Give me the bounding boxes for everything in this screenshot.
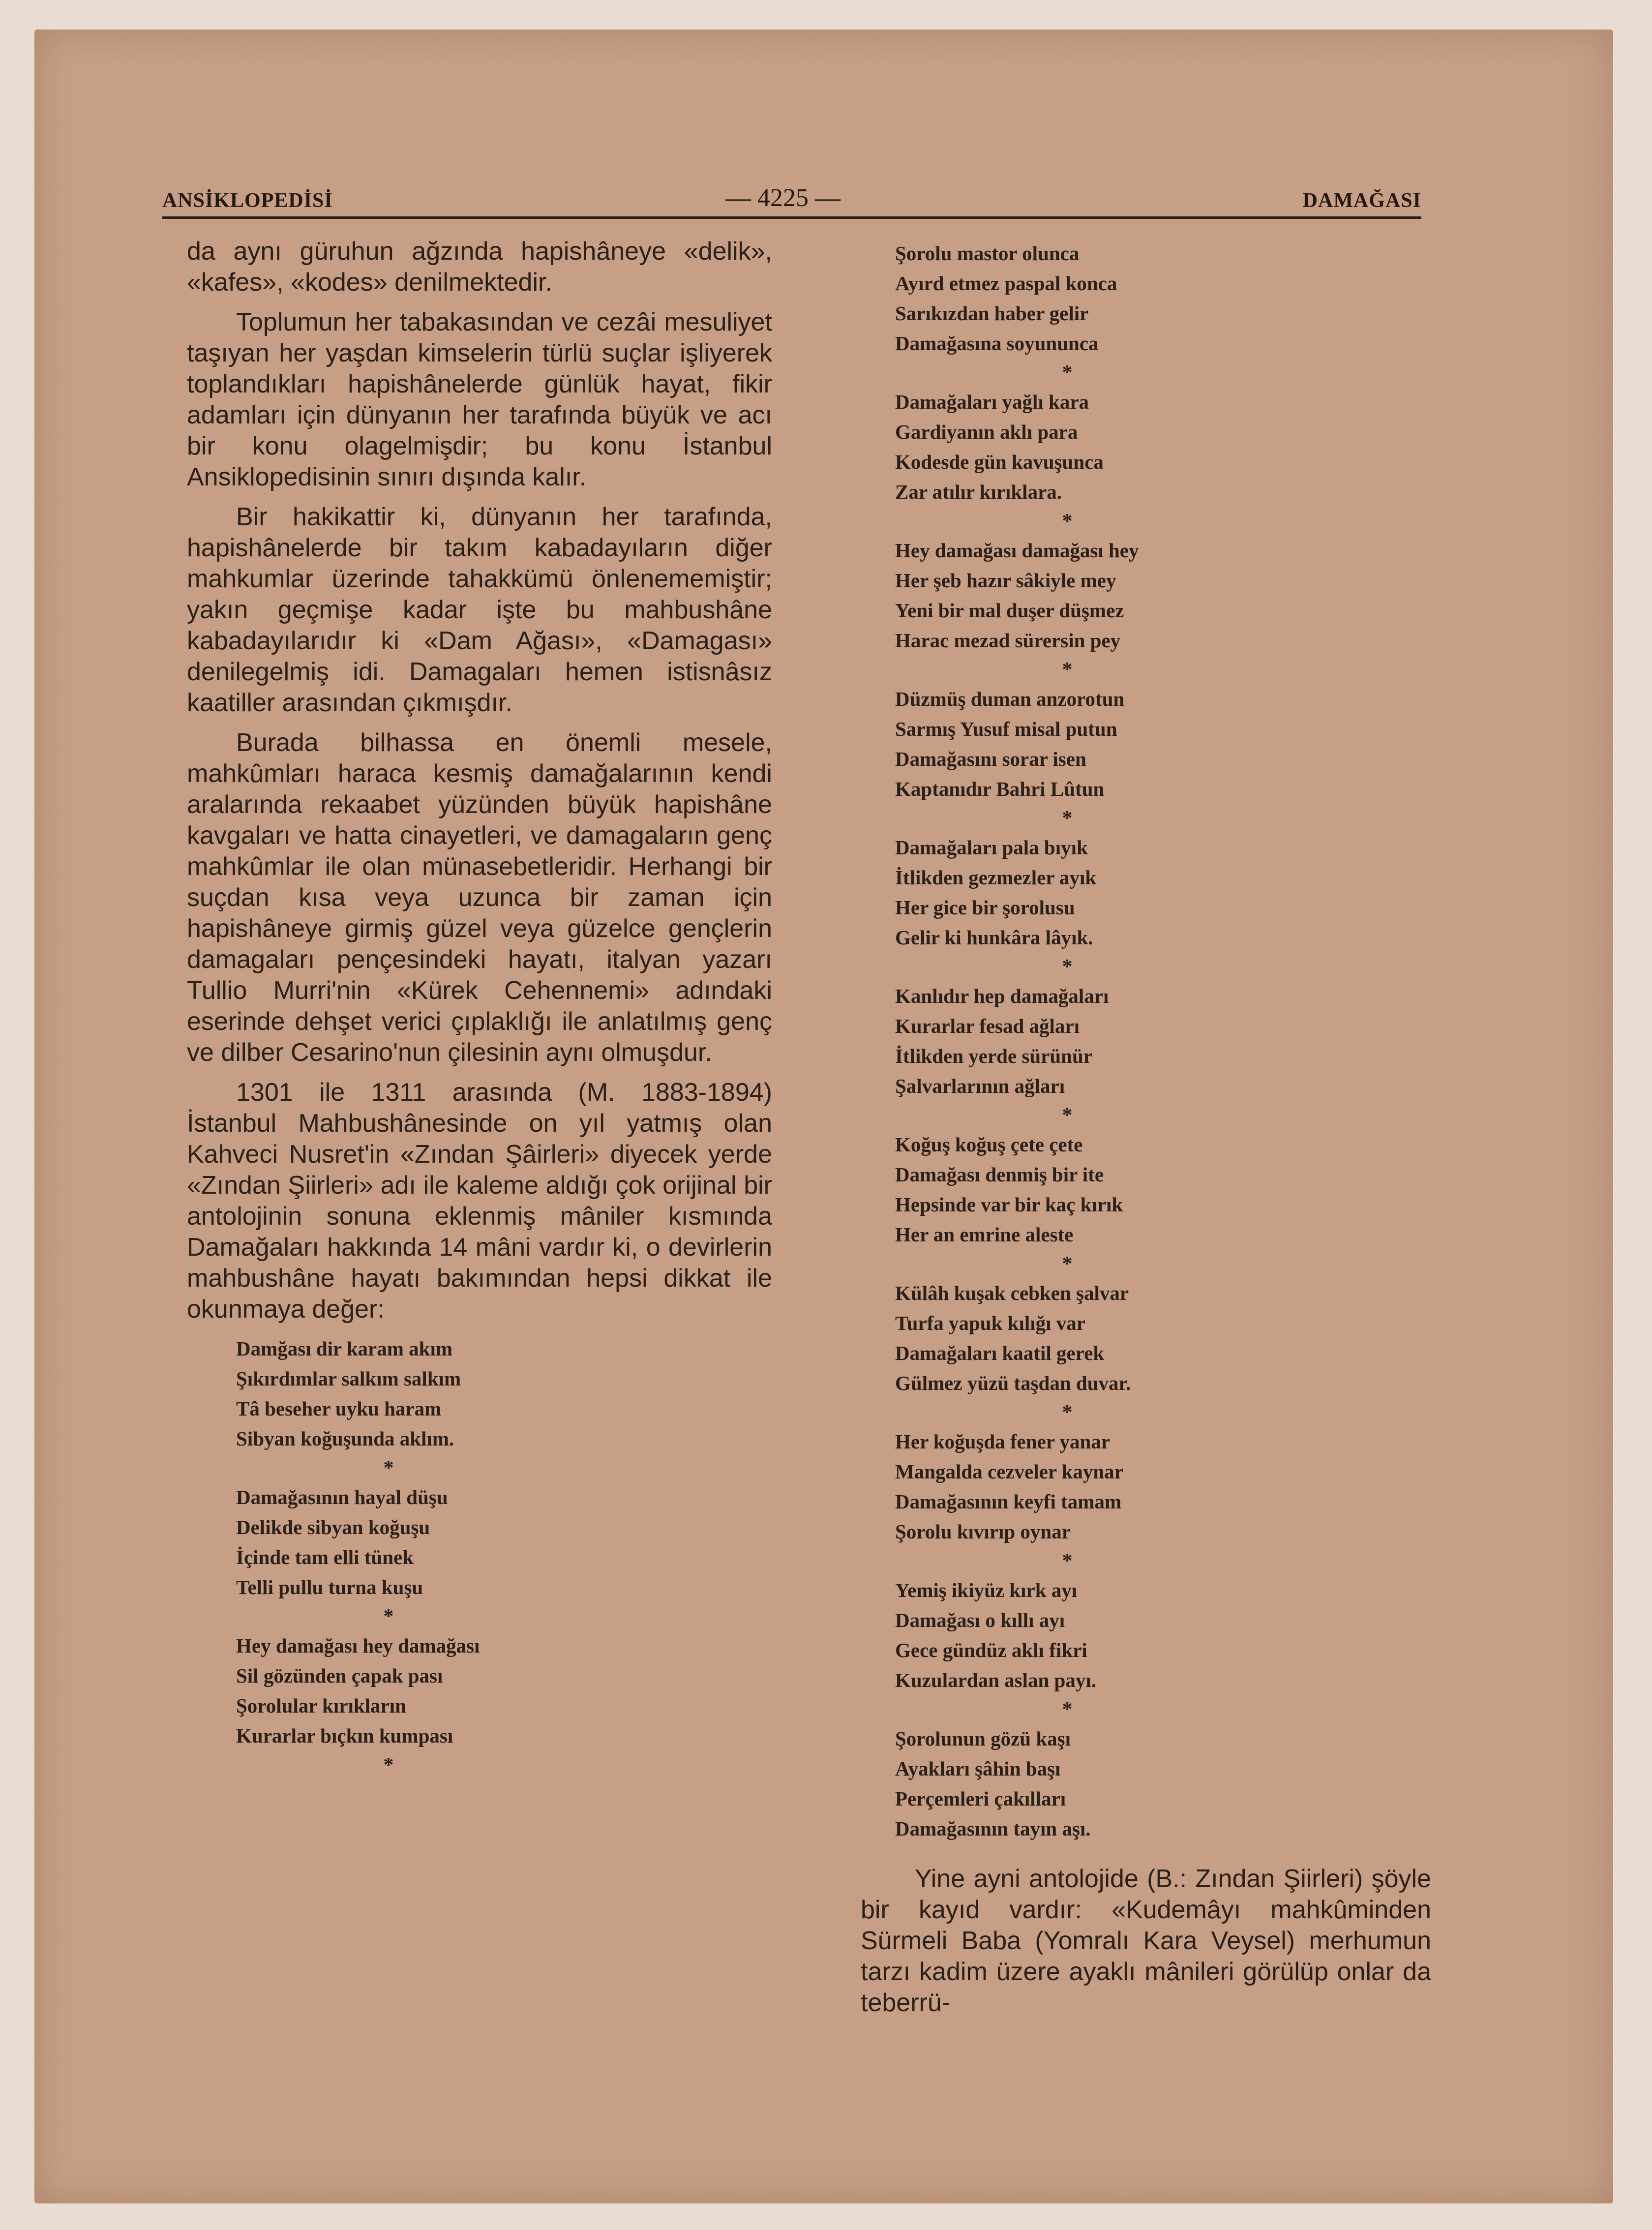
paragraph-4: Burada bilhassa en önemli mesele, mahkûmları haraca kesmiş damağalarının kendi aralarında rekaabet yüzünden büyük hapishâne kavgaları ve hatta cinayetleri, ve damagaların genç mahkûmlar ile olan münasebetleridir. Herhangi bir suçdan kısa veya uzunca bir zaman için hapishâneye girmiş güzel veya güzelce gençlerin damagaları pençesindeki hayatı, italyan yazarı Tullio Murri'nin «Kürek Cehennemi» adındaki eserinde dehşet verici çıplaklığı ile anlatılmış genç ve dilber Cesarino'nun çilesinin aynı olmuşdur. xyxy=(187,728,772,1067)
verse-line: Kanlıdır hep damağaları xyxy=(895,985,1109,1007)
verse-line: Gece gündüz aklı fikri xyxy=(895,1639,1087,1661)
verse-line: Damağasının keyfi tamam xyxy=(895,1490,1122,1513)
stanza-separator: * xyxy=(1062,956,1073,978)
stanza-separator: * xyxy=(383,1754,394,1777)
verse-line: Her şeb hazır sâkiyle mey xyxy=(895,569,1116,592)
stanza-separator: * xyxy=(1062,807,1073,830)
verse-line: Zar atılır kırıklara. xyxy=(895,481,1062,503)
stanza xyxy=(895,1130,1426,1250)
paragraph-2: Toplumun her tabakasından ve cezâi mesuliyet taşıyan her yaşdan kimselerin türlü suçlar işliyerek toplandıkları hapishânelerde günlük hayat, fikir adamları için dünyanın her tarafında büyük ve acı bir konu olagelmişdir; bu konu İstanbul Ansiklopedisinin sınırı dışında kalır. xyxy=(187,308,772,491)
verse-line: Her an emrine aleste xyxy=(895,1223,1074,1246)
verse-line: Şıkırdımlar salkım salkım xyxy=(236,1367,461,1390)
verse-line: Düzmüş duman anzorotun xyxy=(895,688,1125,710)
verse-line: Her koğuşda fener yanar xyxy=(895,1430,1110,1453)
verse-line: Damağasına soyununca xyxy=(895,332,1099,355)
stanza-separator: * xyxy=(1062,510,1073,533)
stanza xyxy=(895,1575,1426,1695)
verse-line: Tâ beseher uyku haram xyxy=(236,1397,442,1420)
page-header xyxy=(162,182,1421,219)
verse-line: Yemiş ikiyüz kırk ayı xyxy=(895,1579,1078,1601)
verse-line: Kuzulardan aslan payı. xyxy=(895,1669,1096,1691)
stanza-separator: * xyxy=(1062,1104,1073,1127)
stanza xyxy=(895,387,1426,507)
paragraph-5: 1301 ile 1311 arasında (M. 1883-1894) İstanbul Mahbushânesinde on yıl yatmış olan Kahveci Nusret'in «Zından Şâirleri» diyecek yerde «Zından Şiirleri» adı ile kaleme aldığı çok orijinal bir antolojinin sonuna eklenmiş mâniler kısmında Damağaları hakkında 14 mâni vardır ki, o devirlerin mahbushâne hayatı bakımından hepsi dikkat ile okunmaya değer: xyxy=(187,1078,772,1324)
verse-line: Şorolunun gözü kaşı xyxy=(895,1727,1071,1750)
verse-line: Damağasının hayal düşu xyxy=(236,1486,448,1508)
verse-line: Damağaları pala bıyık xyxy=(895,836,1088,859)
stanza xyxy=(236,1334,772,1454)
verse-line: Damağasını sorar isen xyxy=(895,748,1086,770)
verse-line: Ayakları şâhin başı xyxy=(895,1757,1061,1780)
verse-line: Telli pullu turna kuşu xyxy=(236,1576,423,1598)
header-right-title: DAMAĞASI xyxy=(1302,189,1421,212)
verse-line: Koğuş koğuş çete çete xyxy=(895,1133,1083,1156)
verse-line: Gelir ki hunkâra lâyık. xyxy=(895,926,1093,949)
verse-line: Sarıkızdan haber gelir xyxy=(895,302,1089,325)
stanza xyxy=(236,1482,772,1602)
verse-line: Damağasının tayın aşı. xyxy=(895,1817,1091,1840)
stanza xyxy=(895,833,1426,953)
verse-line: Kaptanıdır Bahri Lûtun xyxy=(895,778,1105,800)
verse-line: Damağaları yağlı kara xyxy=(895,391,1089,413)
verse-line: Hey damağası hey damağası xyxy=(236,1634,480,1657)
left-column xyxy=(187,236,772,1779)
verse-line: Yeni bir mal duşer düşmez xyxy=(895,599,1124,622)
stanza-separator: * xyxy=(1062,1698,1073,1721)
paragraph-1: da aynı güruhun ağzında hapishâneye «delik», «kafes», «kodes» denilmektedir. xyxy=(187,237,772,297)
verse-line: Turfa yapuk kılığı var xyxy=(895,1312,1085,1334)
verse-line: Delikde sibyan koğuşu xyxy=(236,1516,430,1538)
right-column xyxy=(861,239,1431,2044)
stanza xyxy=(236,1631,772,1751)
verse-line: Şalvarlarının ağları xyxy=(895,1075,1065,1097)
left-stanzas xyxy=(236,1334,772,1779)
stanza-separator: * xyxy=(1062,362,1073,384)
verse-line: Kodesde gün kavuşunca xyxy=(895,451,1104,473)
verse-line: İtlikden gezmezler ayık xyxy=(895,866,1097,889)
right-stanzas xyxy=(895,239,1426,1844)
verse-line: Gülmez yüzü taşdan duvar. xyxy=(895,1372,1131,1394)
verse-line: Kurarlar bıçkın kumpası xyxy=(236,1724,453,1747)
stanza-separator: * xyxy=(383,1457,394,1479)
verse-line: Perçemleri çakılları xyxy=(895,1787,1066,1810)
stanza xyxy=(895,239,1426,359)
page-number: — 4225 — xyxy=(725,184,841,212)
verse-line: Harac mezad sürersin pey xyxy=(895,629,1121,652)
verse-line: Damağaları kaatil gerek xyxy=(895,1342,1105,1364)
verse-line: Gardiyanın aklı para xyxy=(895,421,1078,443)
stanza-separator: * xyxy=(1062,1401,1073,1424)
verse-line: Şorolu mastor olunca xyxy=(895,242,1080,265)
paragraph-3: Bir hakikattir ki, dünyanın her tarafında, hapishânelerde bir takım kabadayıların diğer mahkumlar üzerinde tahakkümü önlenememiştir; yakın geçmişe kadar işte bu mahbushâne kabadayılarıdır ki «Dam Ağası», «Damagası» denilegelmiş idi. Damagaları hemen istisnâsız kaatiller arasından çıkmışdır. xyxy=(187,503,772,717)
verse-line: Hepsinde var bir kaç kırık xyxy=(895,1193,1123,1216)
verse-line: Sarmış Yusuf misal putun xyxy=(895,718,1117,740)
stanza xyxy=(895,1724,1426,1844)
stanza-separator: * xyxy=(1062,1550,1073,1572)
verse-line: Her gice bir şorolusu xyxy=(895,896,1075,919)
stanza xyxy=(895,981,1426,1101)
verse-line: Şorolu kıvırıp oynar xyxy=(895,1520,1071,1543)
verse-line: Hey damağası damağası hey xyxy=(895,539,1139,562)
stanza xyxy=(895,684,1426,804)
verse-line: Damağası o kıllı ayı xyxy=(895,1609,1065,1631)
verse-line: Külâh kuşak cebken şalvar xyxy=(895,1282,1129,1304)
stanza xyxy=(895,536,1426,656)
verse-line: Şorolular kırıkların xyxy=(236,1694,406,1717)
verse-line: Damğası dir karam akım xyxy=(236,1337,453,1360)
verse-line: Mangalda cezveler kaynar xyxy=(895,1460,1123,1483)
stanza-separator: * xyxy=(383,1605,394,1628)
header-left-title: ANSİKLOPEDİSİ xyxy=(162,189,333,212)
stanza-separator: * xyxy=(1062,659,1073,681)
stanza-separator: * xyxy=(1062,1253,1073,1275)
verse-line: Kurarlar fesad ağları xyxy=(895,1015,1080,1037)
stanza xyxy=(895,1427,1426,1547)
verse-line: Ayırd etmez paspal konca xyxy=(895,272,1117,295)
verse-line: Sil gözünden çapak pası xyxy=(236,1664,443,1687)
verse-line: İtlikden yerde sürünür xyxy=(895,1045,1092,1067)
verse-line: Sibyan koğuşunda aklım. xyxy=(236,1427,454,1450)
verse-line: İçinde tam elli tünek xyxy=(236,1546,414,1568)
closing-paragraph: Yine ayni antolojide (B.: Zından Şiirleri) şöyle bir kayıd vardır: «Kudemâyı mahkûminden Sürmeli Baba (Yomralı Kara Veysel) merhumun tarzı kadim üzere ayaklı mânileri görülüp onlar da teberrü- xyxy=(861,1865,1431,2017)
verse-line: Damağası denmiş bir ite xyxy=(895,1163,1104,1186)
stanza xyxy=(895,1278,1426,1398)
